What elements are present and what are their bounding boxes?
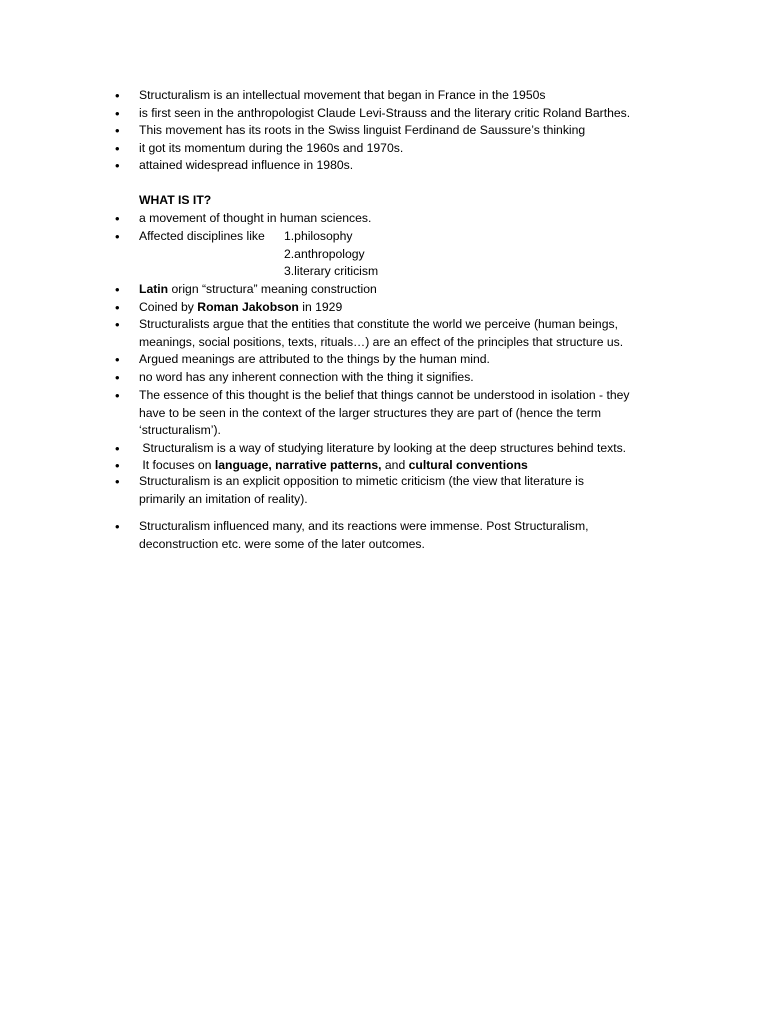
item-text: in 1929 xyxy=(298,300,343,314)
emphasis-text: Roman Jakobson xyxy=(197,300,299,314)
bullet-glyph: • xyxy=(115,441,120,456)
bullet-glyph: • xyxy=(115,352,120,367)
list-item-continuation: ‘structuralism’). xyxy=(139,423,221,437)
bullet-glyph: • xyxy=(115,458,120,473)
bullet-glyph: • xyxy=(115,106,120,121)
list-item: Argued meanings are attributed to the things by the human mind. xyxy=(139,352,490,366)
list-item-continuation: meanings, social positions, texts, rituals…) are an effect of the principles that structure us. xyxy=(139,335,624,349)
emphasis-text: language, narrative patterns, xyxy=(214,458,382,472)
list-item: Structuralism influenced many, and its reactions were immense. Post Structuralism, xyxy=(139,519,589,533)
bullet-glyph: • xyxy=(115,370,120,385)
bullet-glyph: • xyxy=(115,282,120,297)
list-item-label: Affected disciplines like xyxy=(139,229,265,243)
item-text: orign “structura” meaning construction xyxy=(168,282,377,296)
list-item-continuation: deconstruction etc. were some of the later outcomes. xyxy=(139,537,425,551)
bullet-glyph: • xyxy=(115,317,120,332)
item-text: and xyxy=(381,458,409,472)
discipline-item: 2.anthropology xyxy=(284,247,365,261)
emphasis-text: Latin xyxy=(139,282,169,296)
bullet-glyph: • xyxy=(115,519,120,534)
bullet-glyph: • xyxy=(115,158,120,173)
list-item xyxy=(139,281,377,298)
list-item: a movement of thought in human sciences. xyxy=(139,211,372,225)
bullet-glyph: • xyxy=(115,300,120,315)
list-item: Structuralism is an intellectual movement that began in France in the 1950s xyxy=(139,88,546,102)
list-item: Structuralists argue that the entities that constitute the world we perceive (human beings, xyxy=(139,317,618,331)
item-text: It focuses on xyxy=(139,458,215,472)
bullet-glyph: • xyxy=(115,141,120,156)
discipline-item: 3.literary criticism xyxy=(284,264,379,278)
bullet-glyph: • xyxy=(115,474,120,489)
bullet-glyph: • xyxy=(115,123,120,138)
item-text: Coined by xyxy=(139,300,198,314)
list-item: is first seen in the anthropologist Claude Levi-Strauss and the literary critic Roland Barthes. xyxy=(139,106,631,120)
list-item: no word has any inherent connection with the thing it signifies. xyxy=(139,370,474,384)
list-item: This movement has its roots in the Swiss linguist Ferdinand de Saussure’s thinking xyxy=(139,123,586,137)
list-item-continuation: have to be seen in the context of the larger structures they are part of (hence the term xyxy=(139,406,602,420)
discipline-item: 1.philosophy xyxy=(284,229,353,243)
bullet-glyph: • xyxy=(115,388,120,403)
section-heading: WHAT IS IT? xyxy=(139,193,212,207)
list-item: it got its momentum during the 1960s and 1970s. xyxy=(139,141,404,155)
list-item xyxy=(139,457,528,474)
list-item: Structuralism is an explicit opposition to mimetic criticism (the view that literature is xyxy=(139,474,584,488)
bullet-glyph: • xyxy=(115,229,120,244)
emphasis-text: cultural conventions xyxy=(408,458,528,472)
list-item: attained widespread influence in 1980s. xyxy=(139,158,354,172)
list-item xyxy=(139,299,342,316)
bullet-glyph: • xyxy=(115,88,120,103)
list-item: Structuralism is a way of studying literature by looking at the deep structures behind texts. xyxy=(139,441,627,455)
bullet-glyph: • xyxy=(115,211,120,226)
list-item: The essence of this thought is the belief that things cannot be understood in isolation - they xyxy=(139,388,630,402)
list-item-continuation: primarily an imitation of reality). xyxy=(139,492,308,506)
